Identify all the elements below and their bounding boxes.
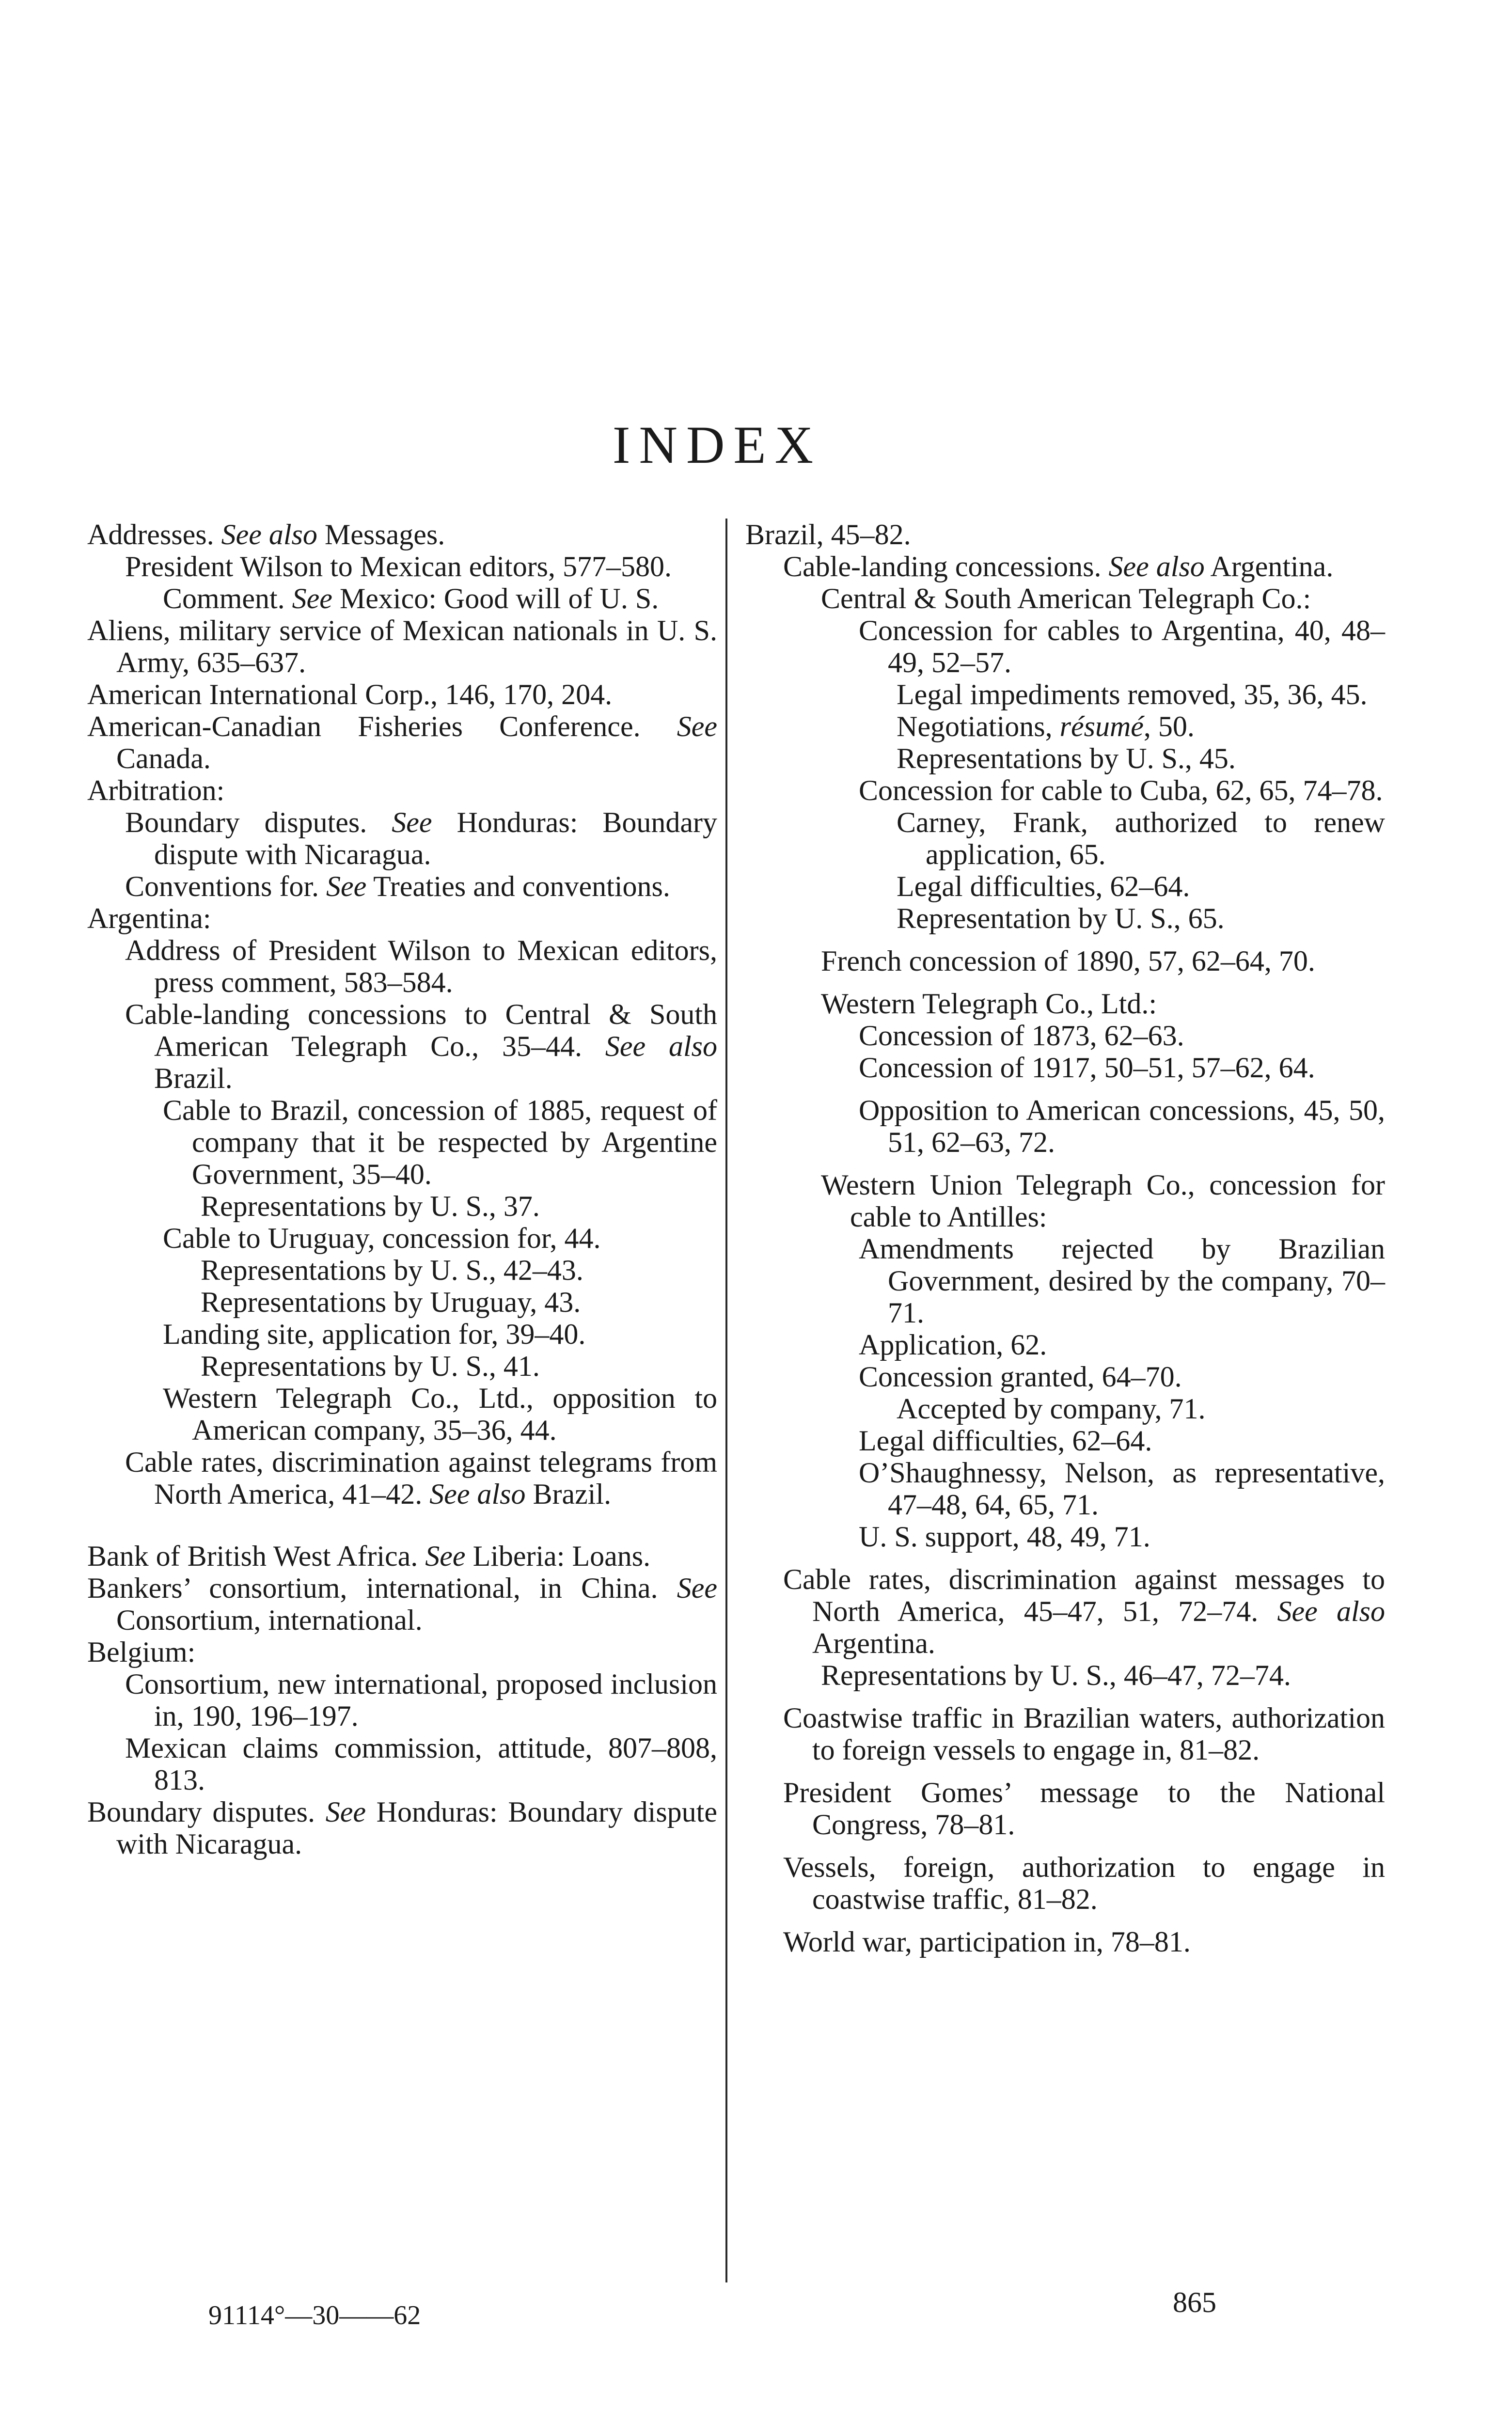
index-entry [87,1254,717,1286]
entry-text: Application, 62. [859,1329,1047,1361]
entry-text: Legal impediments removed, 35, 36, 45. [897,678,1368,710]
entry-text: Honduras: Boundary dispute with Nicaragua. [116,1796,717,1860]
entry-text: Consortium, international. [116,1604,423,1636]
entry-text: Legal difficulties, 62–64. [859,1425,1152,1457]
entry-text: Representations by U. S., 45. [897,742,1236,774]
cross-reference: résumé [1059,710,1144,742]
cross-reference: See [677,1572,717,1604]
index-entry [745,582,1385,614]
entry-text: Landing site, application for, 39–40. [163,1318,586,1350]
index-entry [745,678,1385,710]
entry-text: World war, participation in, 78–81. [783,1926,1191,1958]
index-column-right [745,519,1385,1958]
entry-text: Address of President Wilson to Mexican editors, press comment, 583–584. [125,934,717,998]
index-entry [745,614,1385,678]
index-entry [87,1286,717,1318]
index-entry [745,1169,1385,1233]
index-entry [745,1702,1385,1766]
entry-text: Cable rates, discrimination against messages to North America, 45–47, 51, 72–74. [783,1563,1385,1627]
index-entry [745,551,1385,582]
cross-reference: See [325,1796,366,1828]
index-entry [87,1796,717,1860]
index-entry [87,806,717,870]
entry-text: Accepted by company, 71. [897,1393,1206,1425]
entry-text: Mexican claims commission, attitude, 807–808, 813. [125,1732,717,1796]
cross-reference: See [425,1540,466,1572]
index-entry [87,710,717,774]
index-entry [87,1446,717,1510]
entry-text: Representations by U. S., 46–47, 72–74. [821,1659,1291,1691]
index-entry [745,870,1385,902]
index-entry [745,1361,1385,1393]
index-entry [745,519,1385,551]
index-entry [87,1382,717,1446]
entry-text: Arbitration: [87,774,225,806]
index-entry [87,1572,717,1636]
index-entry [745,1851,1385,1915]
index-entry [87,1318,717,1350]
index-entry [87,519,717,551]
index-entry [745,1457,1385,1521]
entry-text: Cable to Brazil, concession of 1885, request of company that it be respected by Argentine Government, 35–40. [163,1094,717,1190]
index-entry [87,774,717,806]
entry-text: Argentina. [1204,551,1334,582]
page-number: 865 [1173,2286,1216,2318]
entry-text: American-Canadian Fisheries Conference. [87,710,677,742]
index-entry [87,678,717,710]
entry-text: Representations by Uruguay, 43. [201,1286,581,1318]
index-entry [87,582,717,614]
index-entry [745,1521,1385,1553]
entry-text: Cable-landing concessions to Central & South American Telegraph Co., 35–44. [125,998,717,1062]
index-entry [87,998,717,1094]
cross-reference: See [292,582,332,614]
index-entry [87,1222,717,1254]
entry-text: Negotiations, [897,710,1060,742]
entry-text: Bank of British West Africa. [87,1540,425,1572]
entry-text: Aliens, military service of Mexican nationals in U. S. Army, 635–637. [87,614,717,678]
entry-text: Opposition to American concessions, 45, 50, 51, 62–63, 72. [859,1094,1385,1158]
entry-text: Carney, Frank, authorized to renew application, 65. [897,806,1385,870]
index-entry [87,1636,717,1668]
entry-text: Central & South American Telegraph Co.: [821,582,1311,614]
entry-text: Bankers’ consortium, international, in China. [87,1572,677,1604]
index-entry [745,774,1385,806]
entry-text: Canada. [116,742,211,774]
entry-text: , 50. [1143,710,1195,742]
entry-text: Boundary disputes. [125,806,392,838]
entry-text: Boundary disputes. [87,1796,326,1828]
entry-text: American International Corp., 146, 170, 204. [87,678,613,710]
index-entry [745,945,1385,977]
index-entry [87,870,717,902]
cross-reference: See also [221,519,317,551]
entry-text: Cable-landing concessions. [783,551,1109,582]
index-entry [745,1777,1385,1841]
index-entry [87,1668,717,1732]
index-entry [87,551,717,582]
entry-text: Belgium: [87,1636,196,1668]
index-entry [87,1350,717,1382]
entry-text: Cable rates, discrimination against telegrams from North America, 41–42. [125,1446,717,1510]
entry-text: Conventions for. [125,870,326,902]
entry-text: Concession for cables to Argentina, 40, 48–49, 52–57. [859,614,1385,678]
cross-reference: See also [429,1478,526,1510]
entry-text: President Gomes’ message to the National Congress, 78–81. [783,1777,1385,1841]
index-entry [745,1425,1385,1457]
entry-text: Representations by U. S., 41. [201,1350,540,1382]
index-entry [87,902,717,934]
entry-text: Concession of 1917, 50–51, 57–62, 64. [859,1052,1315,1084]
entry-text: U. S. support, 48, 49, 71. [859,1521,1150,1553]
entry-text: Concession for cable to Cuba, 62, 65, 74–78. [859,774,1383,806]
entry-text: Comment. [163,582,292,614]
cross-reference: See also [1108,551,1205,582]
entry-text: Representation by U. S., 65. [897,902,1225,934]
index-entry [87,1732,717,1796]
index-entry [745,1233,1385,1329]
cross-reference: See also [1277,1595,1385,1627]
entry-text: President Wilson to Mexican editors, 577–580. [125,551,672,582]
entry-text: Treaties and conventions. [366,870,670,902]
entry-text: Representations by U. S., 37. [201,1190,540,1222]
cross-reference: See [392,806,432,838]
index-entry [87,934,717,998]
entry-text: Coastwise traffic in Brazilian waters, authorization to foreign vessels to engage in, 81–82. [783,1702,1385,1766]
index-entry [745,1020,1385,1052]
index-entry [745,902,1385,934]
entry-text: Western Telegraph Co., Ltd., opposition to American company, 35–36, 44. [163,1382,717,1446]
entry-text: French concession of 1890, 57, 62–64, 70. [821,945,1315,977]
cross-reference: See [326,870,367,902]
entry-text: Consortium, new international, proposed inclusion in, 190, 196–197. [125,1668,717,1732]
entry-text: Concession of 1873, 62–63. [859,1020,1184,1052]
page-title: INDEX [612,415,822,474]
index-entry [87,1540,717,1572]
index-entry [87,1190,717,1222]
entry-text: Vessels, foreign, authorization to engage in coastwise traffic, 81–82. [783,1851,1385,1915]
entry-text: Honduras: Boundary dispute with Nicaragua. [154,806,717,870]
index-entry [745,806,1385,870]
entry-text: Western Union Telegraph Co., concession for cable to Antilles: [821,1169,1385,1233]
entry-text: Brazil. [154,1062,233,1094]
printer-signature: 91114°—30——62 [208,2300,421,2330]
entry-text: Messages. [317,519,445,551]
index-entry [745,710,1385,742]
index-entry [745,1094,1385,1158]
cross-reference: See [677,710,717,742]
cross-reference: See also [605,1030,718,1062]
entry-text: Addresses. [87,519,221,551]
entry-text: Argentina: [87,902,211,934]
index-entry [745,1393,1385,1425]
index-entry [745,988,1385,1020]
column-divider [725,519,727,2282]
index-entry [745,1926,1385,1958]
entry-text: Amendments rejected by Brazilian Government, desired by the company, 70–71. [859,1233,1385,1329]
entry-text: Brazil. [525,1478,612,1510]
entry-text: Liberia: Loans. [465,1540,651,1572]
entry-text: Cable to Uruguay, concession for, 44. [163,1222,601,1254]
index-entry [745,1659,1385,1691]
entry-text: Brazil, 45–82. [745,519,911,551]
index-entry [745,1329,1385,1361]
entry-text: Concession granted, 64–70. [859,1361,1182,1393]
index-entry [745,1052,1385,1084]
entry-text: Representations by U. S., 42–43. [201,1254,583,1286]
index-entry [87,614,717,678]
index-entry [87,1094,717,1190]
entry-text: Mexico: Good will of U. S. [332,582,659,614]
entry-text: Argentina. [812,1627,935,1659]
entry-text: O’Shaughnessy, Nelson, as representative, 47–48, 64, 65, 71. [859,1457,1385,1521]
index-entry [745,1563,1385,1659]
index-column-left [87,519,717,1860]
index-entry [745,742,1385,774]
entry-text: Legal difficulties, 62–64. [897,870,1190,902]
entry-text: Western Telegraph Co., Ltd.: [821,988,1157,1020]
